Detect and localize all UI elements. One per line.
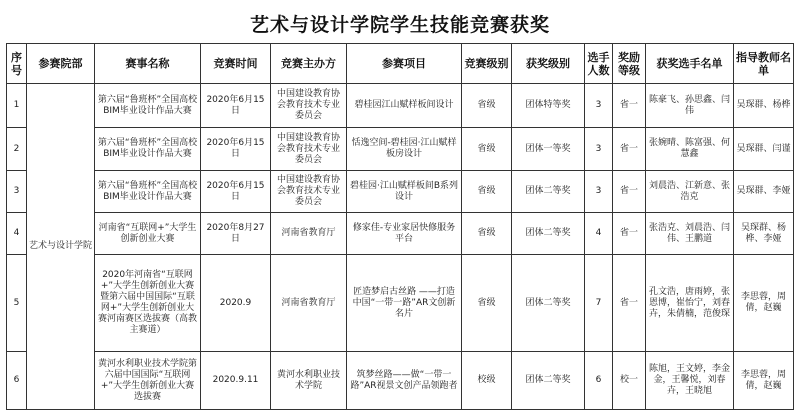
cell-organizer: 河南省教育厅 <box>271 213 347 255</box>
cell-students: 孔文浩，唐雨婷，张恩博，崔怡宁，刘春卉，朱倩楠，范俊琛 <box>646 255 734 352</box>
cell-grade: 省一 <box>613 213 646 255</box>
cell-project: 匠造梦启古丝路 ——打造中国“一带一路”AR文创新名片 <box>347 255 462 352</box>
table-row <box>7 171 794 213</box>
cell-level: 省级 <box>462 255 512 352</box>
cell-grade: 省一 <box>613 84 646 128</box>
cell-level: 省级 <box>462 84 512 128</box>
cell-grade: 省一 <box>613 255 646 352</box>
cell-level: 省级 <box>462 171 512 213</box>
cell-grade: 省一 <box>613 171 646 213</box>
cell-event: 第六届“鲁班杯”全国高校BIM毕业设计作品大赛 <box>95 128 201 171</box>
header-cell: 赛事名称 <box>95 44 201 84</box>
cell-count: 3 <box>585 84 613 128</box>
cell-teachers: 李思蓉，周倩，赵巍 <box>734 255 794 352</box>
cell-project: 修家佳-专业家居快修服务平台 <box>347 213 462 255</box>
cell-students: 张浩克、刘晨浩、闫伟、王鹏道 <box>646 213 734 255</box>
cell-project: 碧桂园·江山赋样板间B系列设计 <box>347 171 462 213</box>
cell-no: 5 <box>7 255 27 352</box>
cell-project: 碧桂园江山赋样板间设计 <box>347 84 462 128</box>
cell-award: 团体一等奖 <box>512 128 585 171</box>
cell-students: 陈豪飞、孙思鑫、闫伟 <box>646 84 734 128</box>
cell-no: 4 <box>7 213 27 255</box>
cell-organizer: 中国建设教育协会教育技术专业委员会 <box>271 128 347 171</box>
table-header-row <box>7 44 794 84</box>
page-title: 艺术与设计学院学生技能竞赛获奖 <box>249 14 550 36</box>
cell-teachers: 吴琛群、杨桦 <box>734 84 794 128</box>
awards-table <box>6 43 794 410</box>
cell-project: 恬逸空间-碧桂园·江山赋样板房设计 <box>347 128 462 171</box>
cell-organizer: 中国建设教育协会教育技术专业委员会 <box>271 84 347 128</box>
cell-event: 2020年河南省“互联网+”大学生创新创业大赛暨第六届中国国际“互联网+”大学生创新创业大赛河南赛区选拔赛（高教主赛道） <box>95 255 201 352</box>
cell-award: 团体二等奖 <box>512 171 585 213</box>
cell-no: 3 <box>7 171 27 213</box>
cell-department: 艺术与设计学院 <box>27 84 95 410</box>
cell-date: 2020.9 <box>201 255 271 352</box>
header-cell: 竞赛级别 <box>462 44 512 84</box>
cell-no: 2 <box>7 128 27 171</box>
cell-count: 4 <box>585 213 613 255</box>
cell-organizer: 中国建设教育协会教育技术专业委员会 <box>271 171 347 213</box>
cell-award: 团体二等奖 <box>512 255 585 352</box>
header-cell: 指导教师名单 <box>734 44 794 84</box>
cell-date: 2020年6月15日 <box>201 171 271 213</box>
cell-teachers: 吴琛群、闫谨 <box>734 128 794 171</box>
cell-count: 3 <box>585 128 613 171</box>
header-cell: 选手人数 <box>585 44 613 84</box>
header-cell: 参赛院部 <box>27 44 95 84</box>
cell-teachers: 吴琛群、李娅 <box>734 171 794 213</box>
cell-level: 校级 <box>462 352 512 410</box>
cell-date: 2020年8月27日 <box>201 213 271 255</box>
cell-no: 1 <box>7 84 27 128</box>
cell-organizer: 黄河水利职业技术学院 <box>271 352 347 410</box>
cell-date: 2020.9.11 <box>201 352 271 410</box>
header-cell: 参赛项目 <box>347 44 462 84</box>
cell-teachers: 李思蓉，周倩，赵巍 <box>734 352 794 410</box>
cell-level: 省级 <box>462 128 512 171</box>
cell-level: 省级 <box>462 213 512 255</box>
cell-event: 黄河水利职业技术学院第六届中国国际“互联网+”大学生创新创业大赛选拔赛 <box>95 352 201 410</box>
cell-award: 团体二等奖 <box>512 352 585 410</box>
cell-event: 河南省“互联网+”大学生创新创业大赛 <box>95 213 201 255</box>
cell-count: 6 <box>585 352 613 410</box>
cell-award: 团体二等奖 <box>512 213 585 255</box>
header-cell: 竞赛主办方 <box>271 44 347 84</box>
table-row <box>7 255 794 352</box>
header-cell: 获奖级别 <box>512 44 585 84</box>
cell-grade: 校一 <box>613 352 646 410</box>
cell-date: 2020年6月15日 <box>201 84 271 128</box>
cell-students: 陈旭，王文婷，李金金，王馨悦，刘春卉，王晓旭 <box>646 352 734 410</box>
cell-award: 团体特等奖 <box>512 84 585 128</box>
table-row <box>7 128 794 171</box>
cell-count: 7 <box>585 255 613 352</box>
header-cell: 竞赛时间 <box>201 44 271 84</box>
cell-students: 刘晨浩、江新意、张浩克 <box>646 171 734 213</box>
cell-project: 筑梦丝路——做“一带一路”AR视景文创产品领跑者 <box>347 352 462 410</box>
cell-students: 张婉晴、陈富强、何慧鑫 <box>646 128 734 171</box>
table-row <box>7 213 794 255</box>
header-cell: 序号 <box>7 44 27 84</box>
cell-count: 3 <box>585 171 613 213</box>
cell-grade: 省一 <box>613 128 646 171</box>
header-cell: 奖励等级 <box>613 44 646 84</box>
cell-teachers: 吴琛群、杨桦、李娅 <box>734 213 794 255</box>
cell-date: 2020年6月15日 <box>201 128 271 171</box>
header-cell: 获奖选手名单 <box>646 44 734 84</box>
cell-organizer: 河南省教育厅 <box>271 255 347 352</box>
table-row <box>7 84 794 128</box>
table-row <box>7 352 794 410</box>
cell-no: 6 <box>7 352 27 410</box>
cell-event: 第六届“鲁班杯”全国高校BIM毕业设计作品大赛 <box>95 171 201 213</box>
cell-event: 第六届“鲁班杯”全国高校BIM毕业设计作品大赛 <box>95 84 201 128</box>
